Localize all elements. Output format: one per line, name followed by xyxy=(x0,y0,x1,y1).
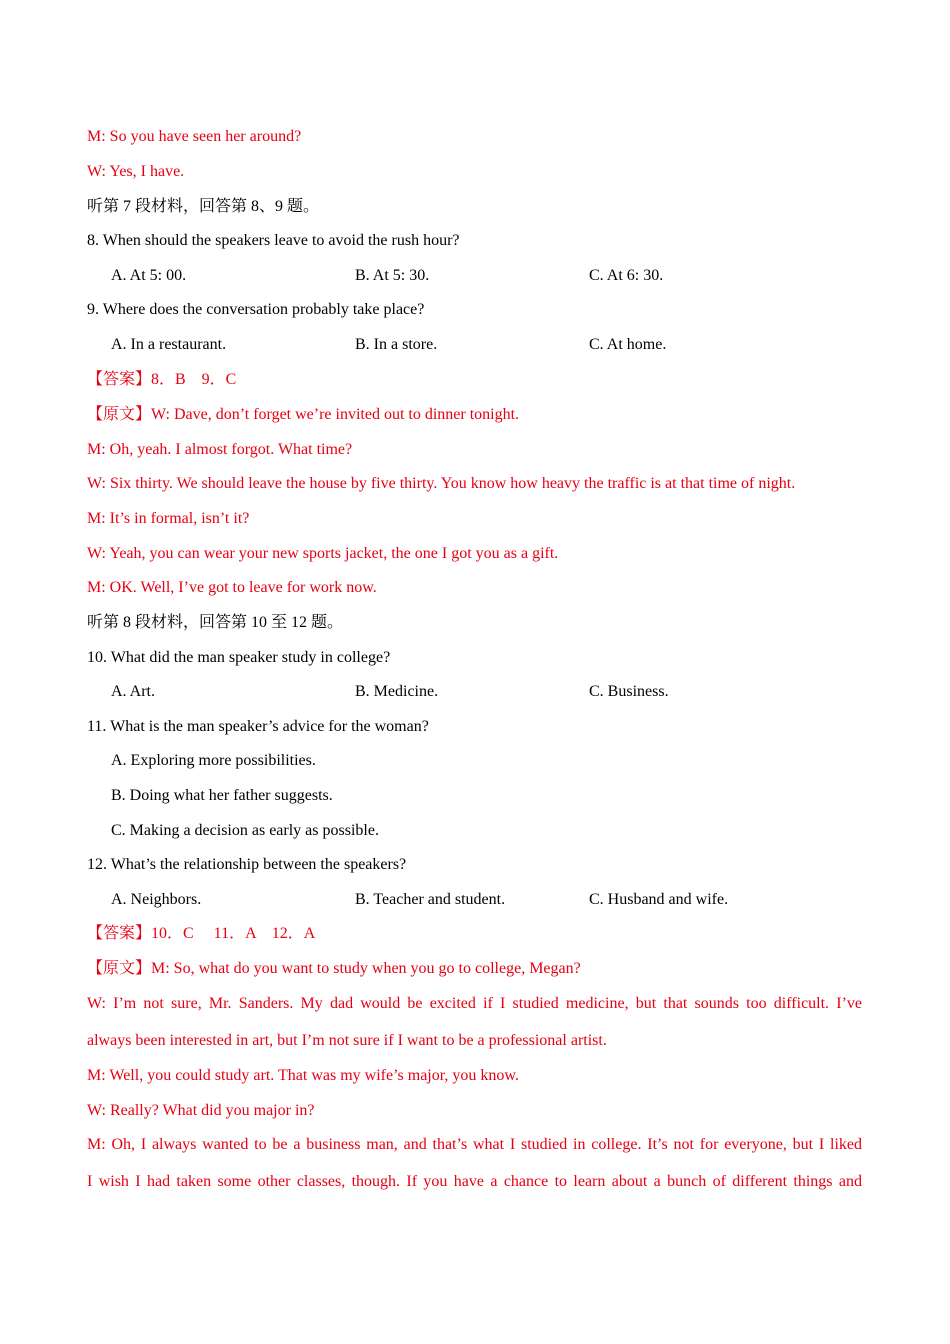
question-9-option-c: C. At home. xyxy=(589,336,667,353)
section-instruction: 听第 7 段材料，回答第 8、9 题。 xyxy=(87,198,320,215)
question-8-option-b: B. At 5: 30. xyxy=(355,267,430,284)
answer-key: 【答案】8．B 9．C xyxy=(87,371,237,388)
transcript-line: W: Yes, I have. xyxy=(87,163,185,180)
question-10-option-c: C. Business. xyxy=(589,683,669,700)
transcript-line: W: Six thirty. We should leave the house by five thirty. You know how heavy the traffic is at that time of night. xyxy=(87,475,796,492)
question-8-option-a: A. At 5: 00. xyxy=(111,267,187,284)
transcript-paragraph-line: always been interested in art, but I’m not sure if I want to be a professional artist. xyxy=(87,1032,607,1049)
question-12: 12. What’s the relationship between the speakers? xyxy=(87,856,407,873)
transcript-paragraph-line: M: Oh, I always wanted to be a business man, and that’s what I studied in college. It’s not for everyone, but I liked xyxy=(87,1136,862,1153)
transcript-line: W: Really? What did you major in? xyxy=(87,1102,315,1119)
transcript-line: W: Yeah, you can wear your new sports jacket, the one I got you as a gift. xyxy=(87,545,559,562)
transcript-line: M: So you have seen her around? xyxy=(87,128,302,145)
transcript-line: M: Well, you could study art. That was my wife’s major, you know. xyxy=(87,1067,519,1084)
question-9-option-a: A. In a restaurant. xyxy=(111,336,227,353)
transcript-paragraph-line: I wish I had taken some other classes, though. If you have a chance to learn about a bunch of different things and xyxy=(87,1173,862,1190)
question-11-option-a: A. Exploring more possibilities. xyxy=(111,752,316,769)
question-10-option-b: B. Medicine. xyxy=(355,683,439,700)
transcript-line: M: OK. Well, I’ve got to leave for work now. xyxy=(87,579,377,596)
question-12-option-c: C. Husband and wife. xyxy=(589,891,729,908)
question-10-option-a: A. Art. xyxy=(111,683,155,700)
question-12-option-a: A. Neighbors. xyxy=(111,891,202,908)
question-11-option-c: C. Making a decision as early as possible. xyxy=(111,822,379,839)
question-12-option-b: B. Teacher and student. xyxy=(355,891,506,908)
question-11-option-b: B. Doing what her father suggests. xyxy=(111,787,333,804)
question-11: 11. What is the man speaker’s advice for the woman? xyxy=(87,718,429,735)
transcript-line: M: Oh, yeah. I almost forgot. What time? xyxy=(87,441,353,458)
answer-key: 【答案】10．C 11．A 12．A xyxy=(87,925,316,942)
transcript-line: M: It’s in formal, isn’t it? xyxy=(87,510,250,527)
transcript-heading: 【原文】W: Dave, don’t forget we’re invited out to dinner tonight. xyxy=(87,406,520,423)
transcript-paragraph-line: W: I’m not sure, Mr. Sanders. My dad would be excited if I studied medicine, but that sounds too difficult. I’ve xyxy=(87,995,862,1012)
question-9: 9. Where does the conversation probably take place? xyxy=(87,301,425,318)
question-8-option-c: C. At 6: 30. xyxy=(589,267,664,284)
section-instruction: 听第 8 段材料，回答第 10 至 12 题。 xyxy=(87,614,344,631)
question-10: 10. What did the man speaker study in college? xyxy=(87,649,391,666)
question-8: 8. When should the speakers leave to avoid the rush hour? xyxy=(87,232,460,249)
transcript-heading: 【原文】M: So, what do you want to study when you go to college, Megan? xyxy=(87,960,581,977)
question-9-option-b: B. In a store. xyxy=(355,336,438,353)
